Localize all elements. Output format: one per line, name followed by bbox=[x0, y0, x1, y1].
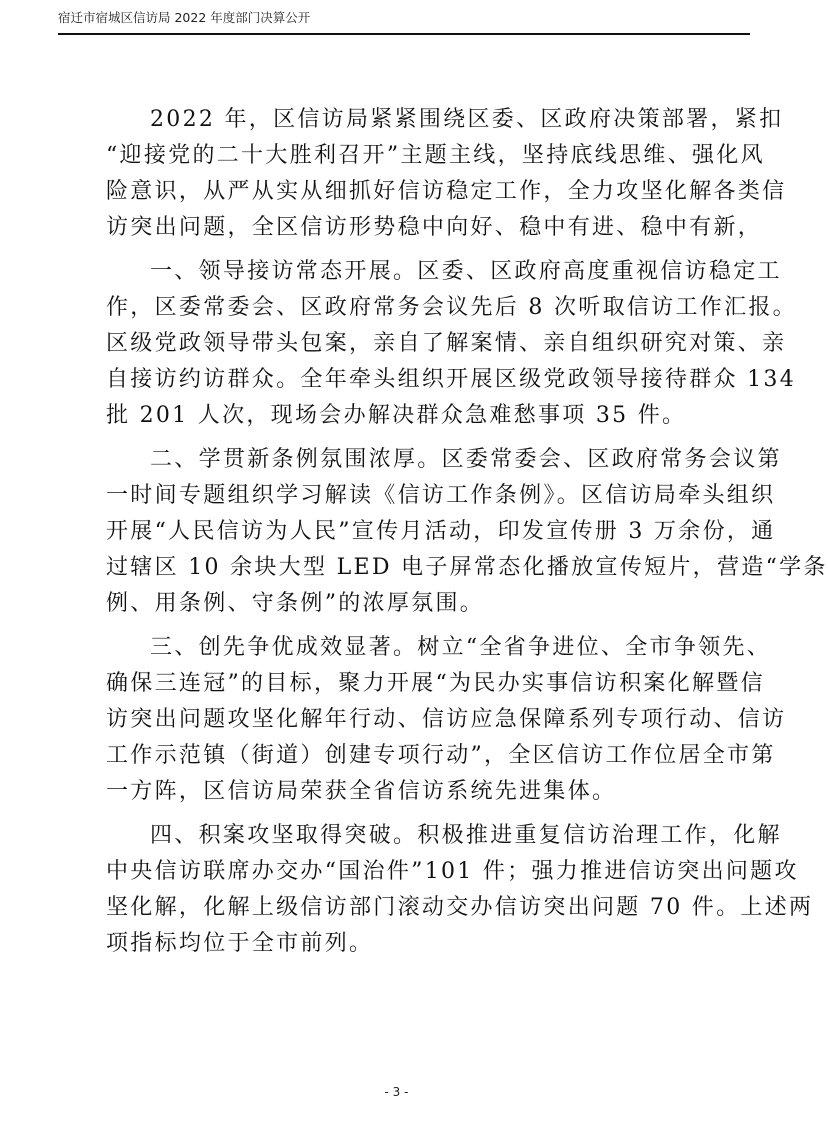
page-number: - 3 - bbox=[384, 1085, 409, 1099]
paragraph-intro bbox=[106, 102, 787, 246]
paragraph-section-2 bbox=[106, 442, 828, 622]
text-line: 批 201 人次，现场会办解决群众急难愁事项 35 件。 bbox=[106, 403, 687, 428]
paragraph-section-3 bbox=[106, 630, 787, 810]
text-line: 三、创先争优成效显著。树立“全省争进位、全市争领先、 bbox=[150, 635, 772, 660]
text-line: 险意识，从严从实从细抓好信访稳定工作，全力攻坚化解各类信 bbox=[106, 179, 787, 204]
text-line: 确保三连冠”的目标，聚力开展“为民办实事信访积案化解暨信 bbox=[106, 671, 765, 696]
text-line: 例、用条例、守条例”的浓厚氛围。 bbox=[106, 591, 485, 616]
text-line: 项指标均位于全市前列。 bbox=[106, 931, 374, 956]
text-line: 自接访约访群众。全年牵头组织开展区级党政领导接待群众 134 bbox=[106, 367, 796, 392]
text-line: 四、积案攻坚取得突破。积极推进重复信访治理工作，化解 bbox=[150, 823, 782, 848]
text-line: 坚化解，化解上级信访部门滚动交办信访突出问题 70 件。上述两 bbox=[106, 895, 814, 920]
text-line: 作，区委常委会、区政府常务会议先后 8 次听取信访工作汇报。 bbox=[106, 295, 797, 320]
text-line: 工作示范镇（街道）创建专项行动”，全区信访工作位居全市第 bbox=[106, 743, 776, 768]
text-line: 区级党政领导带头包案，亲自了解案情、亲自组织研究对策、亲 bbox=[106, 331, 787, 356]
text-line: 一方阵，区信访局荣获全省信访系统先进集体。 bbox=[106, 779, 617, 804]
paragraph-section-4 bbox=[106, 818, 814, 962]
running-header: 宿迁市宿城区信访局 2022 年度部门决算公开 bbox=[58, 10, 311, 25]
text-line: 中央信访联席办交办“国治件”101 件；强力推进信访突出问题攻 bbox=[106, 859, 799, 884]
text-line: 一时间专题组织学习解读《信访工作条例》。区信访局牵头组织 bbox=[106, 483, 776, 508]
text-line: 访突出问题，全区信访形势稳中向好、稳中有进、稳中有新， bbox=[106, 215, 763, 240]
document-body bbox=[106, 102, 828, 970]
text-line: 2022 年，区信访局紧紧围绕区委、区政府决策部署，紧扣 bbox=[150, 107, 784, 132]
text-line: 过辖区 10 余块大型 LED 电子屏常态化播放宣传短片，营造“学条 bbox=[106, 555, 828, 580]
text-line: 二、学贯新条例氛围浓厚。区委常委会、区政府常务会议第 bbox=[150, 447, 782, 472]
text-line: 一、领导接访常态开展。区委、区政府高度重视信访稳定工 bbox=[150, 259, 782, 284]
paragraph-section-1 bbox=[106, 254, 797, 434]
text-line: “迎接党的二十大胜利召开”主题主线，坚持底线思维、强化风 bbox=[106, 143, 765, 168]
text-line: 开展“人民信访为人民”宣传月活动，印发宣传册 3 万余份，通 bbox=[106, 519, 776, 544]
text-line: 访突出问题攻坚化解年行动、信访应急保障系列专项行动、信访 bbox=[106, 707, 787, 732]
header-rule bbox=[58, 33, 750, 35]
